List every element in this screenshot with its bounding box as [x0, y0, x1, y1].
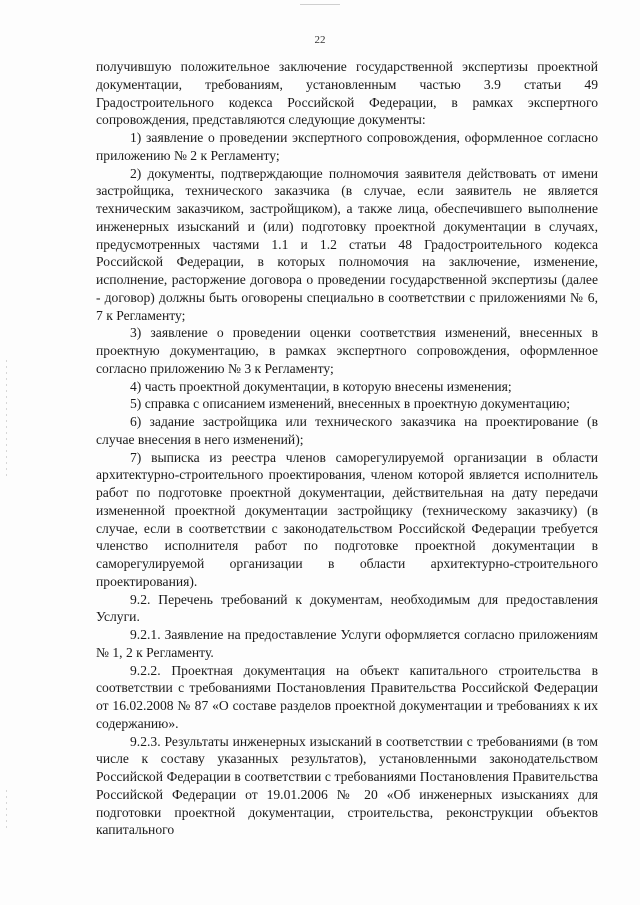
list-item-3: 3) заявление о проведении оценки соответствия изменений, внесенных в проектную документацию, в рамках экспертного сопровождения, оформленное согласно приложению № 3 к Регламенту; — [96, 325, 598, 376]
document-body — [96, 58, 598, 839]
page-number: 22 — [314, 34, 326, 46]
scan-artifact — [300, 4, 340, 5]
section-9-2-3: 9.2.3. Результаты инженерных изысканий в соответствии с требованиями (в том числе к составу указанных результатов), установленными законодательством Российской Федерации в соответствии с требованиями Постановления Правительства Российской Федерации от 19.01.2006 № 20 «Об инженерных изысканиях для подготовки проектной документации, строительства, реконструкции объектов капитального — [96, 733, 598, 838]
list-item-7: 7) выписка из реестра членов саморегулируемой организации в области архитектурно-строительного проектирования, членом которой является исполнитель работ по подготовке проектной документации, действительная на дату передачи измененной проектной документации застройщику (техническому заказчику) (в случае, если в соответствии с законодательством Российской Федерации требуется членство исполнителя работ по подготовке проектной документации в саморегулируемой организации в области архитектурно-строительного проектирования). — [96, 449, 598, 589]
scan-edge-mark — [6, 360, 7, 480]
section-9-2: 9.2. Перечень требований к документам, необходимым для предоставления Услуги. — [96, 591, 598, 625]
list-item-2: 2) документы, подтверждающие полномочия заявителя действовать от имени застройщика, технического заказчика (в случае, если заявитель не является техническим заказчиком, застройщиком), а также лица, обеспечившего выполнение инженерных изысканий и (или) подготовку проектной документации в случаях, предусмотренных частями 1.1 и 1.2 статьи 48 Градостроительного кодекса Российской Федерации, в которых полномочия на заключение, изменение, исполнение, расторжение договора о проведении государственной экспертизы (далее - договор) должны быть оговорены специально в соответствии с приложениями № 6, 7 к Регламенту; — [96, 165, 598, 323]
scan-edge-mark — [6, 790, 7, 830]
list-item-6: 6) задание застройщика или технического заказчика на проектирование (в случае внесения в него изменений); — [96, 414, 598, 447]
list-item-5: 5) справка с описанием изменений, внесенных в проектную документацию; — [130, 396, 571, 412]
section-9-2-1: 9.2.1. Заявление на предоставление Услуги оформляется согласно приложениям № 1, 2 к Регламенту. — [96, 627, 598, 660]
section-9-2-2: 9.2.2. Проектная документация на объект капитального строительства в соответствии с требованиями Постановления Правительства Российской Федерации от 16.02.2008 № 87 «О составе разделов проектной документации и требованиях к их содержанию». — [96, 662, 598, 731]
list-item-1: 1) заявление о проведении экспертного сопровождения, оформленное согласно приложению № 2 к Регламенту; — [96, 130, 598, 163]
paragraph-continuation: получившую положительное заключение государственной экспертизы проектной документации, требованиям, установленным частью 3.9 статьи 49 Градостроительного кодекса Российской Федерации, в рамках экспертного сопровождения, представляются следующие документы: — [96, 59, 598, 128]
list-item-4: 4) часть проектной документации, в которую внесены изменения; — [130, 378, 512, 394]
